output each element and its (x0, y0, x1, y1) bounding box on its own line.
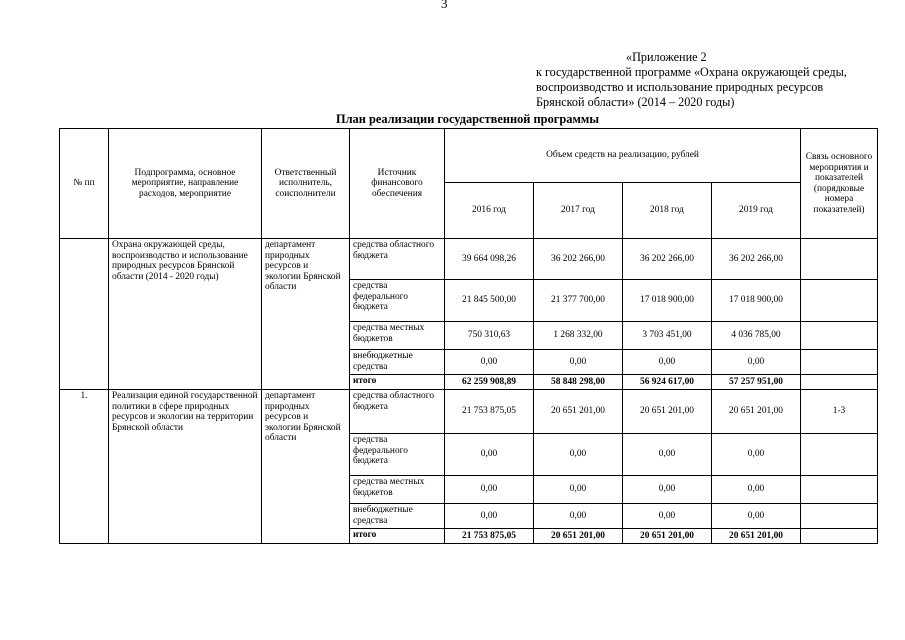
amount-cell: 0,00 (712, 350, 801, 375)
amount-cell: 0,00 (623, 434, 712, 476)
amount-cell: 20 651 201,00 (623, 529, 712, 544)
amount-cell: 0,00 (534, 434, 623, 476)
funding-source: внебюджетные средства (350, 350, 445, 375)
header-year-2016: 2016 год (445, 183, 534, 239)
amount-cell: 0,00 (445, 350, 534, 375)
row-number: 1. (60, 390, 109, 544)
amount-cell: 0,00 (712, 434, 801, 476)
amount-cell: 20 651 201,00 (534, 390, 623, 434)
indicator-link (801, 239, 878, 280)
amount-cell: 3 703 451,00 (623, 322, 712, 350)
amount-cell: 20 651 201,00 (623, 390, 712, 434)
amount-cell: 0,00 (534, 504, 623, 529)
indicator-link-empty (801, 476, 878, 504)
header-year-2019: 2019 год (712, 183, 801, 239)
appendix-header (536, 50, 847, 110)
indicator-link-empty (801, 504, 878, 529)
amount-cell: 0,00 (623, 350, 712, 375)
responsible-executor: департамент природных ресурсов и экологии Брянской области (262, 239, 350, 390)
funding-source: средства местных бюджетов (350, 322, 445, 350)
amount-cell: 36 202 266,00 (534, 239, 623, 280)
header-link: Связь основного мероприятия и показателей (порядковые номера показателей) (801, 129, 878, 239)
amount-cell: 0,00 (623, 504, 712, 529)
amount-cell: 1 268 332,00 (534, 322, 623, 350)
amount-cell: 36 202 266,00 (712, 239, 801, 280)
funding-source: средства областного бюджета (350, 239, 445, 280)
amount-cell: 21 753 875,05 (445, 390, 534, 434)
funding-source: итого (350, 375, 445, 390)
header-year-2017: 2017 год (534, 183, 623, 239)
indicator-link-empty (801, 280, 878, 322)
activity-name: Охрана окружающей среды, воспроизводство и использование природных ресурсов Брянской области (2014 - 2020 годы) (109, 239, 262, 390)
amount-cell: 0,00 (534, 476, 623, 504)
amount-cell: 56 924 617,00 (623, 375, 712, 390)
header-responsible: Ответственный исполнитель, соисполнители (262, 129, 350, 239)
amount-cell: 4 036 785,00 (712, 322, 801, 350)
table-row (60, 239, 878, 280)
header-subprogram: Подпрограмма, основное мероприятие, направление расходов, мероприятие (109, 129, 262, 239)
amount-cell: 0,00 (445, 476, 534, 504)
appendix-line-1: «Приложение 2 (626, 50, 707, 64)
amount-cell: 62 259 908,89 (445, 375, 534, 390)
funding-source: средства местных бюджетов (350, 476, 445, 504)
funding-source: средства областного бюджета (350, 390, 445, 434)
amount-cell: 36 202 266,00 (623, 239, 712, 280)
funding-source: итого (350, 529, 445, 544)
amount-cell: 0,00 (712, 504, 801, 529)
amount-cell: 21 377 700,00 (534, 280, 623, 322)
header-num: № пп (60, 129, 109, 239)
amount-cell: 17 018 900,00 (623, 280, 712, 322)
page-title: План реализации государственной программы (335, 112, 600, 126)
amount-cell: 0,00 (445, 434, 534, 476)
indicator-link-empty (801, 529, 878, 544)
amount-cell: 750 310,63 (445, 322, 534, 350)
indicator-link-empty (801, 375, 878, 390)
indicator-link-empty (801, 434, 878, 476)
appendix-line-2: к государственной программе «Охрана окружающей среды, (536, 65, 847, 79)
funding-source: средства федерального бюджета (350, 434, 445, 476)
funding-source: внебюджетные средства (350, 504, 445, 529)
amount-cell: 57 257 951,00 (712, 375, 801, 390)
amount-cell: 20 651 201,00 (712, 529, 801, 544)
amount-cell: 39 664 098,26 (445, 239, 534, 280)
amount-cell: 17 018 900,00 (712, 280, 801, 322)
amount-cell: 58 848 298,00 (534, 375, 623, 390)
amount-cell: 21 753 875,05 (445, 529, 534, 544)
amount-cell: 0,00 (445, 504, 534, 529)
amount-cell: 0,00 (534, 350, 623, 375)
amount-cell: 20 651 201,00 (534, 529, 623, 544)
table-row (60, 390, 878, 434)
activity-name: Реализация единой государственной политики в сфере природных ресурсов и экологии на территории Брянской области (109, 390, 262, 544)
page-number: 3 (441, 0, 448, 11)
appendix-line-3: воспроизводство и использование природных ресурсов (536, 80, 824, 94)
row-number (60, 239, 109, 390)
indicator-link: 1-3 (801, 390, 878, 434)
header-volume: Объем средств на реализацию, рублей (445, 129, 801, 183)
plan-table (59, 128, 878, 544)
amount-cell: 20 651 201,00 (712, 390, 801, 434)
header-year-2018: 2018 год (623, 183, 712, 239)
appendix-line-4: Брянской области» (2014 – 2020 годы) (536, 95, 735, 109)
indicator-link-empty (801, 350, 878, 375)
amount-cell: 0,00 (712, 476, 801, 504)
amount-cell: 0,00 (623, 476, 712, 504)
indicator-link-empty (801, 322, 878, 350)
amount-cell: 21 845 500,00 (445, 280, 534, 322)
header-source: Источник финансового обеспечения (350, 129, 445, 239)
responsible-executor: департамент природных ресурсов и экологии Брянской области (262, 390, 350, 544)
funding-source: средства федерального бюджета (350, 280, 445, 322)
